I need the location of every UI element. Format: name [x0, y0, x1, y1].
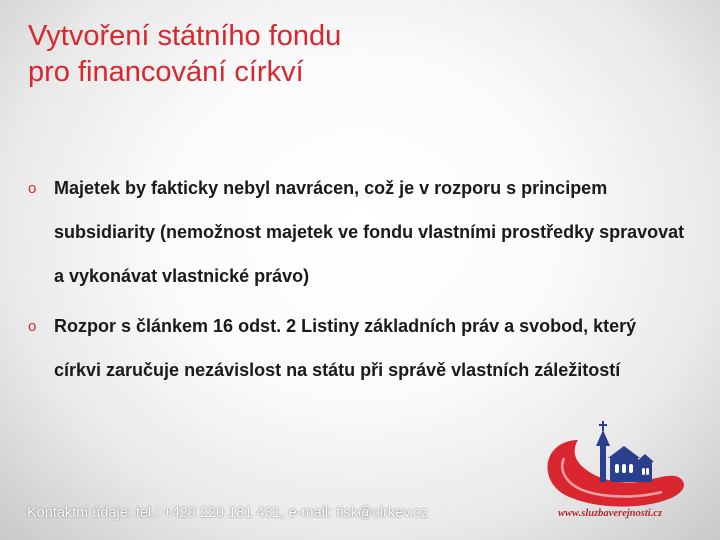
- title-line-2: pro financování církví: [28, 56, 304, 88]
- church-icon: [596, 421, 654, 482]
- bullet-text: Majetek by fakticky nebyl navrácen, což je v rozporu s principem subsidiarity (nemožnost majetek ve fondu vlastními prostředky spravovat a vykonávat vlastnické právo): [54, 178, 685, 286]
- footer-contact: Kontaktní údaje: tel.: +420 220 181 431, e-mail: tisk@cirkev.cz: [27, 505, 428, 521]
- church-hands-logo: [538, 418, 698, 526]
- bullet-marker: o: [28, 180, 37, 197]
- bullet-item: [28, 166, 688, 298]
- logo-url: www.sluzbaverejnosti.cz: [558, 508, 663, 519]
- slide-title: [28, 18, 668, 90]
- bullet-list: [28, 166, 688, 398]
- bullet-text: Rozpor s článkem 16 odst. 2 Listiny základních práv a svobod, který církvi zaručuje nezávislost na státu při správě vlastních záležitostí: [54, 316, 637, 380]
- bullet-marker: o: [28, 318, 37, 335]
- title-line-1: Vytvoření státního fondu: [28, 20, 342, 52]
- bullet-item: [28, 304, 688, 392]
